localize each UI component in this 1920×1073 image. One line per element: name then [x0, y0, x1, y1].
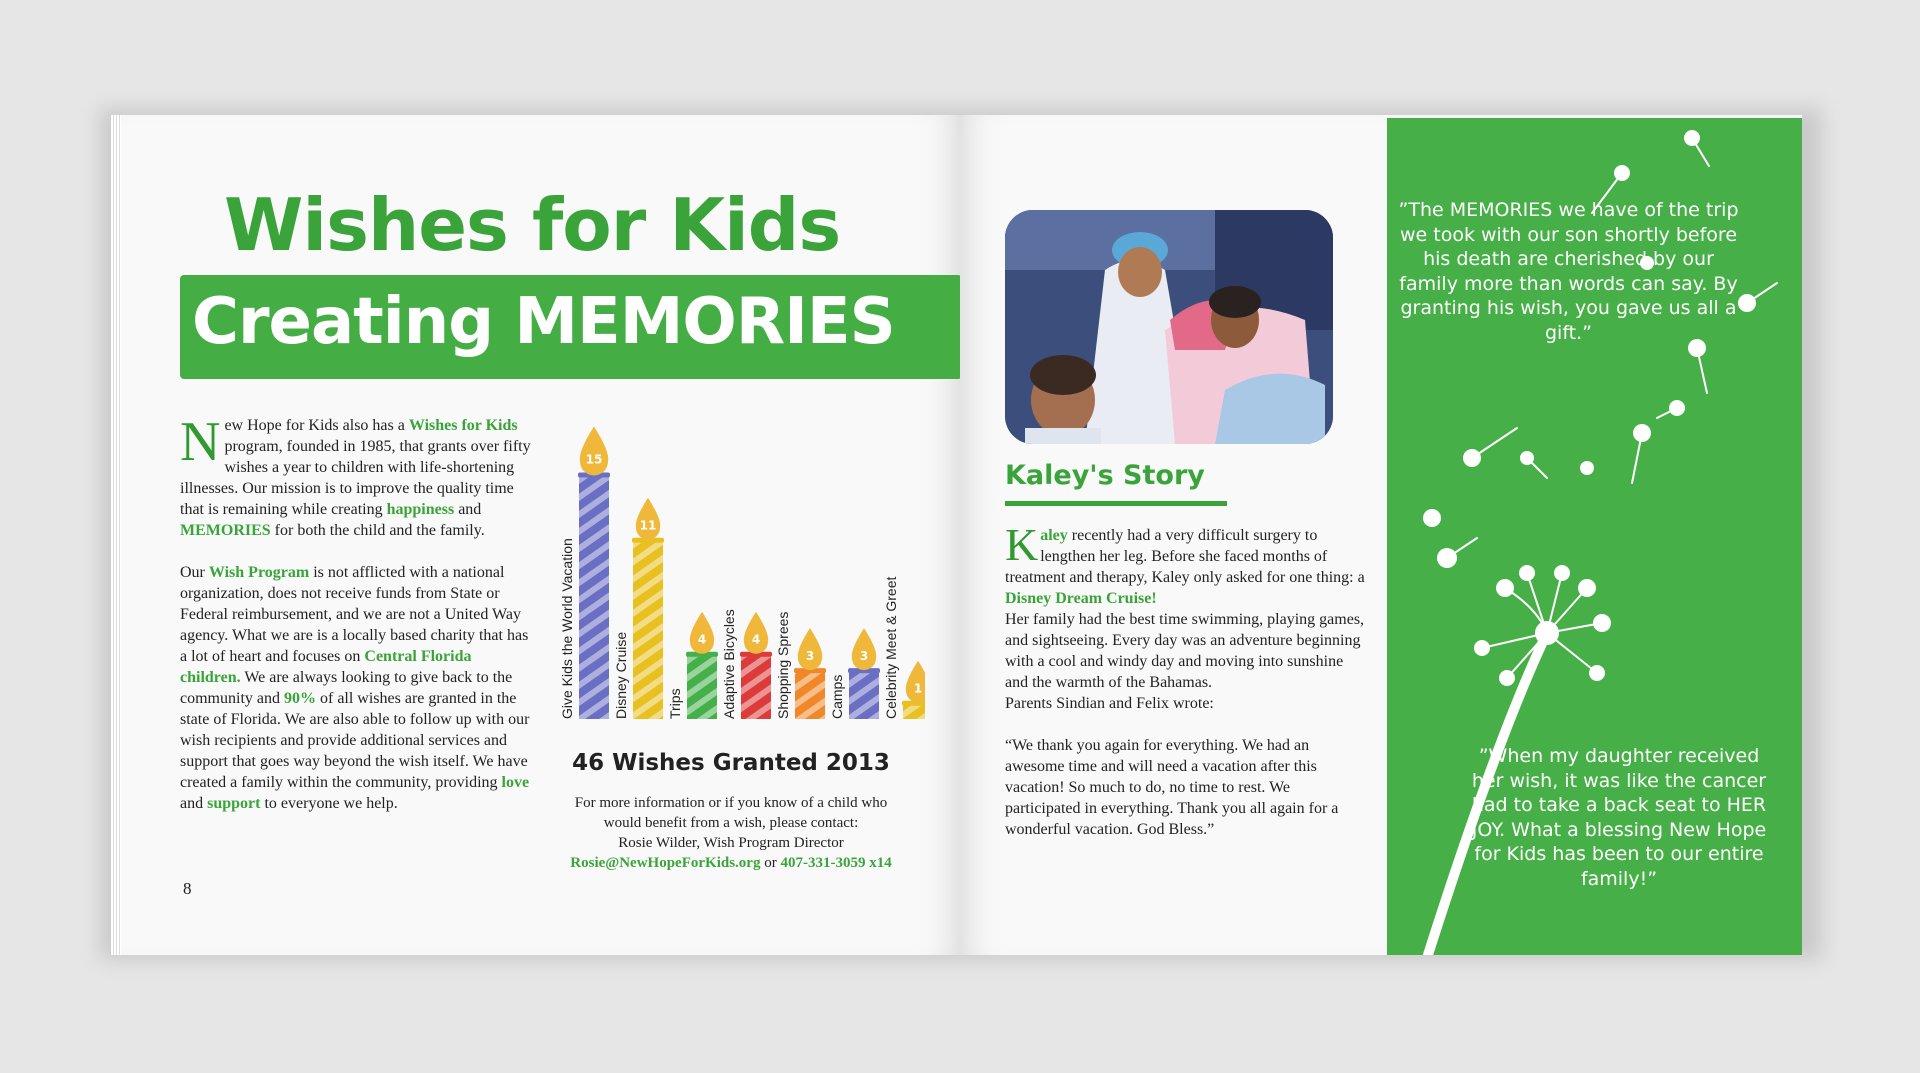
candle-value: 3 [859, 648, 869, 663]
contact-name: Rosie Wilder, Wish Program Director [618, 835, 844, 851]
candle-value: 11 [639, 518, 657, 533]
drop-cap: N [180, 411, 221, 473]
family-photo [1005, 210, 1333, 444]
candle-bar [633, 540, 663, 719]
story-heading: Kaley's Story [1005, 460, 1205, 491]
contact-line-2: would benefit from a wish, please contact: [603, 815, 859, 831]
candle-label: Camps [829, 674, 845, 719]
contact-line-1: For more information or if you know of a child who [574, 795, 888, 811]
candle-label: Shopping Sprees [775, 611, 791, 719]
right-page [960, 115, 1802, 955]
candle-bar [579, 475, 609, 720]
contact-phone[interactable]: 407-331-3059 x14 [780, 855, 892, 871]
candle-label: Give Kids the World Vacation [559, 538, 575, 719]
page-edges [110, 115, 121, 955]
story-paragraph-2: Her family had the best time swimming, playing games, and sightseeing. Every day was an adventure beginning with a cool and windy day and moving into sunshine and the warmth of the Bahamas. [1005, 611, 1365, 691]
heading-underline [1005, 501, 1227, 506]
candle-value: 4 [697, 632, 707, 647]
candle-value: 1 [913, 681, 923, 696]
quote-panel [1387, 118, 1802, 955]
candle-label: Disney Cruise [613, 631, 629, 719]
story-paragraph-3: Parents Sindian and Felix wrote: [1005, 695, 1214, 712]
contact-email[interactable]: Rosie@NewHopeForKids.org [570, 855, 761, 871]
candle-bar [795, 670, 825, 719]
candle-value: 3 [805, 648, 815, 663]
candle-label: Trips [667, 688, 683, 719]
drop-cap: K [1005, 519, 1039, 570]
candle-flame [580, 427, 608, 476]
candle-bar [741, 654, 771, 719]
banner-text: Creating MEMORIES [192, 285, 895, 359]
chart-title: 46 Wishes Granted 2013 [572, 750, 890, 776]
candle-chart-svg [545, 415, 925, 735]
story-paragraph-1: Kaley recently had a very difficult surgery to lengthen her leg. Before she faced months of treatment and therapy, Kaley only asked for one thing: a Disney Dream Cruise! [1005, 519, 1365, 607]
quote-memories: ”The MEMORIES we have of the trip we took with our son shortly before his death are cherished by our family more than words can say. By granting his wish, you gave us all a gift.” [1398, 199, 1739, 344]
story-text [1005, 519, 1365, 840]
page-number: 8 [183, 879, 192, 898]
left-page [110, 115, 960, 955]
candle-value: 4 [751, 632, 761, 647]
title-banner [180, 275, 960, 379]
candle-bar [687, 654, 717, 719]
intro-text [180, 411, 535, 835]
quote-her-joy: ”When my daughter received her wish, it was like the cancer had to take a back seat to HER JOY. What a blessing New Hope for Kids has been to our entire family!” [1471, 745, 1767, 890]
contact-info [545, 793, 917, 873]
story-quote: “We thank you again for everything. We had an awesome time and will need a vacation after this vacation! So much to do, no time to rest. We participated in everything. Thank you all again for a wonderful vacation. God Bless.” [1005, 737, 1339, 838]
candle-label: Adaptive Bicycles [721, 609, 737, 719]
candle-bar [849, 670, 879, 719]
intro-paragraph-1: New Hope for Kids also has a Wishes for Kids program, founded in 1985, that grants over fifty wishes a year to children with life-shortening illnesses. Our mission is to improve the quality time that is remaining while creating happiness and MEMORIES for both the child and the family. [180, 411, 531, 539]
contact-details: Rosie@NewHopeForKids.org or 407-331-3059 x14 [570, 855, 892, 871]
candle-value: 15 [585, 452, 603, 467]
candle-chart [545, 415, 925, 735]
page-title: Wishes for Kids [224, 183, 841, 267]
candle-label: Celebrity Meet & Greet [883, 576, 899, 719]
intro-paragraph-2: Our Wish Program is not afflicted with a national organization, does not receive funds from State or Federal reimbursement, and we are not a United Way agency. What we are is a locally based charity that has a lot of heart and focuses on Central Florida children. We are always looking to give back to the community and 90% of all wishes are granted in the state of Florida. We are also able to follow up with our wish recipients and provide additional services and support that goes way beyond the wish itself. We have created a family within the community, providing love and support to everyone we help. [180, 564, 530, 812]
photo-illustration [1005, 210, 1333, 444]
